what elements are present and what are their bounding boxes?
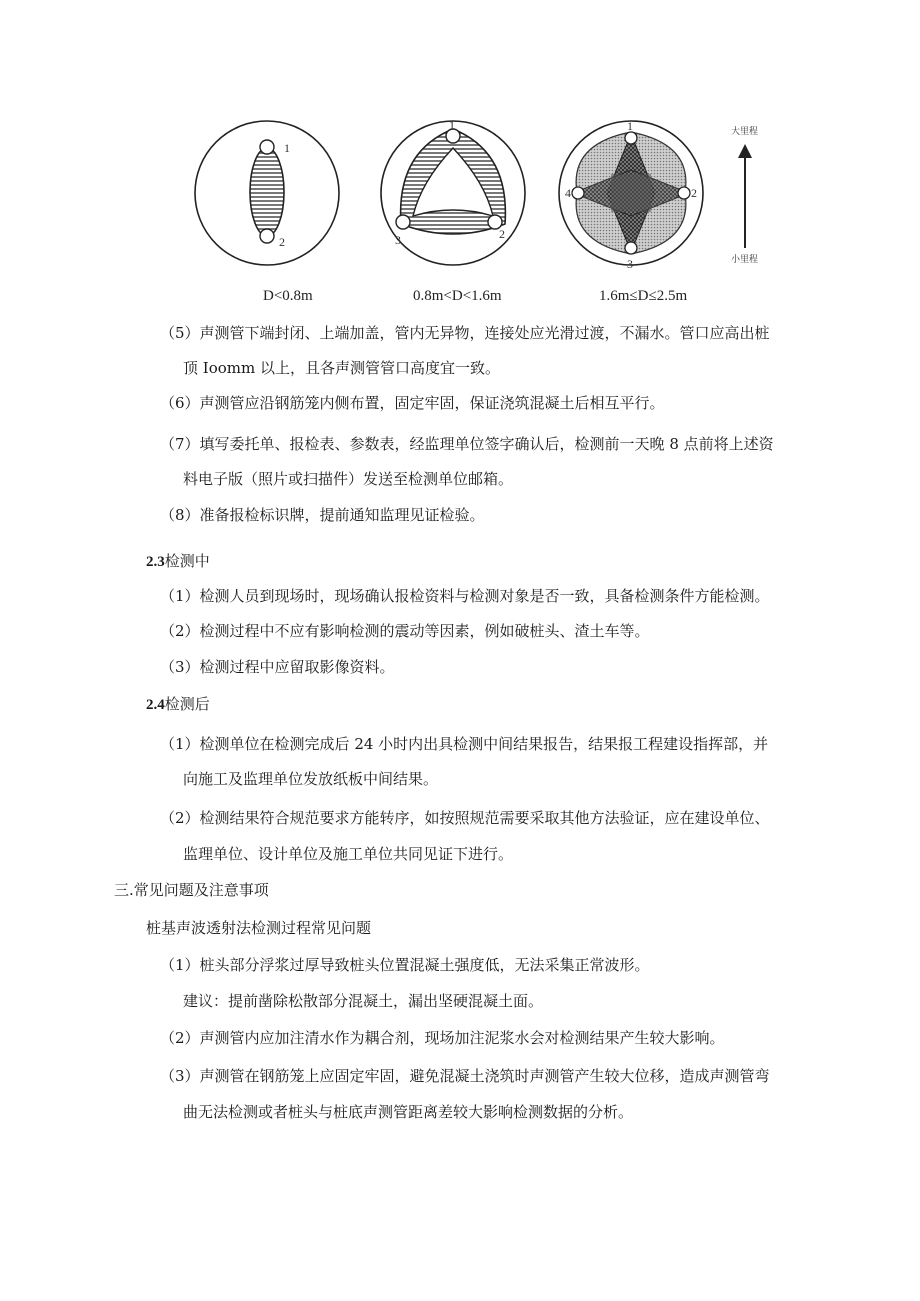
tube-number: 1 bbox=[627, 119, 633, 133]
section-subtitle: 桩基声波透射法检测过程常见问题 bbox=[146, 919, 372, 937]
section-heading-2-3 bbox=[146, 551, 210, 572]
section-title: 检测中 bbox=[164, 552, 210, 570]
paragraph-line: （2）检测过程中不应有影响检测的震动等因素，例如破桩头、渣土车等。 bbox=[160, 622, 650, 640]
paragraph-line: （5）声测管下端封闭、上端加盖，管内无异物，连接处应光滑过渡，不漏水。管口应高出桩 bbox=[160, 324, 770, 342]
paragraph-line: 向施工及监理单位发放纸板中间结果。 bbox=[183, 770, 439, 788]
paragraph-line: （3）检测过程中应留取影像资料。 bbox=[160, 658, 395, 676]
tube-number: 4 bbox=[565, 186, 571, 200]
pile-small bbox=[195, 121, 339, 265]
paragraph-line: （7）填写委托单、报检表、参数表，经监理单位签字确认后，检测前一天晚 8 点前将上述资 bbox=[160, 435, 774, 453]
caption-small: D<0.8m bbox=[263, 288, 313, 304]
tube-number: 3 bbox=[627, 257, 633, 271]
pile-large bbox=[559, 119, 703, 271]
pile-medium bbox=[381, 118, 525, 265]
tube-2-marker bbox=[678, 187, 690, 199]
paragraph-line: 监理单位、设计单位及施工单位共同见证下进行。 bbox=[183, 845, 514, 863]
paragraph-line: （8）准备报检标识牌，提前通知监理见证检验。 bbox=[160, 506, 485, 524]
tube-number: 1 bbox=[284, 141, 290, 155]
tube-number: 2 bbox=[499, 227, 505, 241]
paragraph-line: （1）检测人员到现场时，现场确认报检资料与检测对象是否一致，具备检测条件方能检测。 bbox=[160, 587, 770, 605]
paragraph-line: 建议：提前凿除松散部分混凝土，漏出坚硬混凝土面。 bbox=[183, 992, 544, 1010]
direction-arrow bbox=[731, 125, 758, 265]
caption-medium: 0.8m<D<1.6m bbox=[413, 288, 502, 304]
section-heading-2-4 bbox=[146, 694, 210, 715]
paragraph-line: （3）声测管在钢筋笼上应固定牢固，避免混凝土浇筑时声测管产生较大位移，造成声测管弯 bbox=[160, 1067, 770, 1085]
tube-number: 2 bbox=[279, 235, 285, 249]
paragraph-line: 曲无法检测或者桩头与桩底声测管距离差较大影响检测数据的分析。 bbox=[183, 1103, 634, 1121]
paragraph-line: （1）桩头部分浮浆过厚导致桩头位置混凝土强度低，无法采集正常波形。 bbox=[160, 956, 650, 974]
tube-1-marker bbox=[625, 132, 637, 144]
tube-1-marker bbox=[260, 140, 274, 154]
section-heading-3: 三.常见问题及注意事项 bbox=[114, 881, 269, 899]
tube-3-marker bbox=[625, 242, 637, 254]
tube-layout-figure bbox=[185, 112, 785, 312]
paragraph-line: （2）检测结果符合规范要求方能转序，如按照规范需要采取其他方法验证，应在建设单位、 bbox=[160, 809, 770, 827]
arrow-up-icon bbox=[738, 144, 752, 158]
arrow-top-label: 大里程 bbox=[731, 127, 759, 137]
paragraph-line: （6）声测管应沿钢筋笼内侧布置，固定牢固，保证浇筑混凝土后相互平行。 bbox=[160, 394, 665, 412]
tube-3-marker bbox=[396, 215, 410, 229]
paragraph-line: （1）检测单位在检测完成后 24 小时内出具检测中间结果报告，结果报工程建设指挥部，并 bbox=[160, 735, 769, 753]
tube-layout-diagram bbox=[185, 112, 785, 312]
tube-number: 3 bbox=[395, 233, 401, 247]
paragraph-line: 顶 Ioomm 以上，且各声测管管口高度宜一致。 bbox=[183, 359, 500, 377]
tube-4-marker bbox=[572, 187, 584, 199]
caption-large: 1.6m≤D≤2.5m bbox=[599, 288, 688, 304]
paragraph-line: 料电子版（照片或扫描件）发送至检测单位邮箱。 bbox=[183, 470, 514, 488]
tube-2-marker bbox=[260, 229, 274, 243]
section-number: 2.4 bbox=[146, 697, 165, 713]
tube-number: 1 bbox=[449, 118, 455, 132]
section-number: 2.3 bbox=[146, 554, 165, 570]
arrow-bottom-label: 小里程 bbox=[731, 255, 759, 265]
tube-number: 2 bbox=[691, 186, 697, 200]
section-title: 检测后 bbox=[164, 695, 210, 713]
paragraph-line: （2）声测管内应加注清水作为耦合剂，现场加注泥浆水会对检测结果产生较大影响。 bbox=[160, 1029, 725, 1047]
